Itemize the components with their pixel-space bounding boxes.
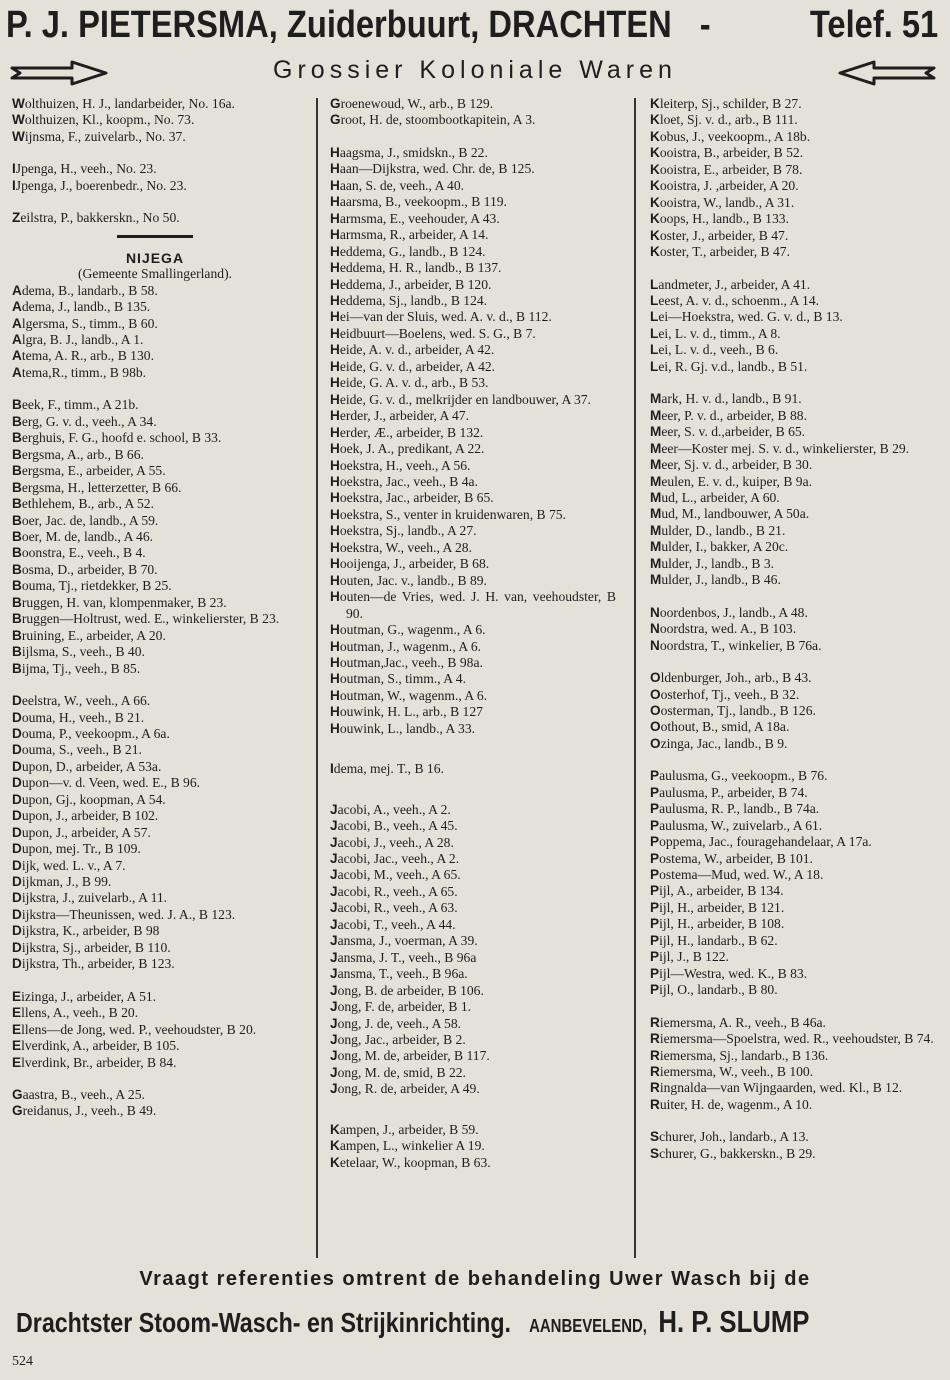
entry: Dijk, wed. L. v., A 7.	[12, 857, 126, 873]
column-1	[12, 96, 298, 1120]
entry: Koster, T., arbeider, B 47.	[650, 244, 790, 260]
entry: Pijl, A., arbeider, B 134.	[650, 883, 784, 899]
entry: Douma, P., veekoopm., A 6a.	[12, 725, 170, 741]
entry: Jong, R. de, arbeider, A 49.	[330, 1081, 480, 1097]
entry: Jong, J. de, veeh., A 58.	[330, 1015, 462, 1031]
entry: Riemersma—Spoelstra, wed. R., veehoudster, B 74.	[650, 1031, 934, 1047]
entry: Bosma, D., arbeider, B 70.	[12, 561, 158, 577]
entry: Atema, A. R., arb., B 130.	[12, 348, 154, 364]
entry: Kooistra, W., landb., A 31.	[650, 194, 795, 210]
entry: Paulusma, P., arbeider, B 74.	[650, 784, 808, 800]
entry: Kooistra, J. ,arbeider, A 20.	[650, 178, 799, 194]
entry: Jansma, T., veeh., B 96a.	[330, 966, 468, 982]
entry: Ellens, A., veeh., B 20.	[12, 1005, 139, 1021]
entry: Schurer, G., bakkerskn., B 29.	[650, 1145, 816, 1161]
entry: Jong, B. de arbeider, B 106.	[330, 982, 484, 998]
entry: Dupon, J., arbeider, B 102.	[12, 808, 159, 824]
entry: Postema, W., arbeider, B 101.	[650, 850, 813, 866]
entry: Deelstra, W., veeh., A 66.	[12, 693, 151, 709]
footer-proprietor: H. P. SLUMP	[658, 1304, 810, 1339]
entry: Dijkstra, Th., arbeider, B 123.	[12, 956, 175, 972]
entry: Houtman, W., wagenm., A 6.	[330, 687, 488, 703]
entry: Heddema, J., arbeider, B 120.	[330, 276, 492, 292]
column-3	[650, 96, 938, 1162]
left-arrow-icon	[838, 60, 936, 86]
entry: IJpenga, J., boerenbedr., No. 23.	[12, 177, 187, 193]
entry-group	[330, 761, 616, 777]
entry: Riemersma, A. R., veeh., B 46a.	[650, 1014, 826, 1030]
entry: Adema, J., landb., B 135.	[12, 299, 151, 315]
entry: Oosterhof, Tj., veeh., B 32.	[650, 686, 800, 702]
entry: Leest, A. v. d., schoenm., A 14.	[650, 292, 820, 308]
header-phone: Telef. 51	[809, 4, 939, 46]
entry-group	[12, 96, 298, 145]
entry: Haagsma, J., smidskn., B 22.	[330, 144, 488, 160]
entry: Paulusma, W., zuivelarb., A 61.	[650, 817, 823, 833]
entry: Mud, M., landbouwer, A 50a.	[650, 506, 810, 522]
entry-group	[330, 96, 616, 129]
entry-group	[650, 1015, 938, 1114]
entry: Jacobi, M., veeh., A 65.	[330, 867, 461, 883]
entry: Groenewoud, W., arb., B 129.	[330, 96, 494, 111]
entry-group	[330, 802, 616, 1098]
entry: Bergsma, H., letterzetter, B 66.	[12, 479, 182, 495]
entry: Meer, Sj. v. d., arbeider, B 30.	[650, 457, 813, 473]
entry: Bergsma, E., arbeider, A 55.	[12, 463, 166, 479]
entry-group	[12, 210, 298, 226]
entry-group	[650, 391, 938, 588]
entry: Houtman, G., wagenm., A 6.	[330, 622, 486, 638]
entry-group	[12, 283, 298, 382]
entry: Hei—van der Sluis, wed. A. v. d., B 112.	[330, 309, 552, 325]
entry: Herder, J., arbeider, A 47.	[330, 408, 469, 424]
column-2	[330, 96, 616, 1171]
entry: Bruining, E., arbeider, A 20.	[12, 627, 166, 643]
entry: Heddema, Sj., landb., B 124.	[330, 292, 488, 308]
entry: Bijma, Tj., veeh., B 85.	[12, 660, 141, 676]
entry: Kooistra, B., arbeider, B 52.	[650, 145, 804, 161]
section-rule	[117, 235, 193, 238]
header-subtitle: Grossier Koloniale Waren	[273, 56, 677, 84]
entry: Idema, mej. T., B 16.	[330, 761, 444, 777]
entry: Dijkstra—Theunissen, wed. J. A., B 123.	[12, 906, 236, 922]
entry: Mud, L., arbeider, A 60.	[650, 489, 780, 505]
entry: Jansma, J. T., veeh., B 96a	[330, 949, 477, 965]
entry: Jacobi, R., veeh., A 65.	[330, 883, 458, 899]
entry: Jong, M. de, arbeider, B 117.	[330, 1048, 490, 1064]
entry: Riemersma, Sj., landarb., B 136.	[650, 1047, 829, 1063]
entry: Lei—Hoekstra, wed. G. v. d., B 13.	[650, 309, 843, 325]
entry: Dupon, mej. Tr., B 109.	[12, 841, 141, 857]
entry: Heide, G. v. d., arbeider, A 42.	[330, 358, 496, 374]
entry: Pijl, H., arbeider, B 121.	[650, 899, 785, 915]
entry: Heide, A. v. d., arbeider, A 42.	[330, 342, 495, 358]
entry: Kleiterp, Sj., schilder, B 27.	[650, 96, 802, 111]
entry: Haan, S. de, veeh., A 40.	[330, 177, 465, 193]
entry: Pijl—Westra, wed. K., B 83.	[650, 965, 808, 981]
entry: Dupon—v. d. Veen, wed. E., B 96.	[12, 775, 201, 791]
entry: Hoek, J. A., predikant, A 22.	[330, 441, 485, 457]
entry-group	[12, 397, 298, 677]
entry: Jacobi, A., veeh., A 2.	[330, 801, 451, 817]
entry: Kloet, Sj. v. d., arb., B 111.	[650, 112, 798, 128]
entry-group	[650, 96, 938, 261]
entry-group	[650, 277, 938, 376]
entry: Dupon, D., arbeider, A 53a.	[12, 758, 162, 774]
entry-group	[12, 1087, 298, 1120]
entry: Kampen, L., winkelier A 19.	[330, 1138, 485, 1154]
entry: Wijnsma, F., zuivelarb., No. 37.	[12, 128, 186, 144]
entry: Wolthuizen, Kl., koopm., No. 73.	[12, 112, 195, 128]
entry: Gaastra, B., veeh., A 25.	[12, 1087, 145, 1103]
entry: Dijkstra, K., arbeider, B 98	[12, 923, 160, 939]
entry: Pijl, H., landarb., B 62.	[650, 932, 778, 948]
entry: Ketelaar, W., koopman, B 63.	[330, 1154, 491, 1170]
entry: Adema, B., landarb., B 58.	[12, 282, 158, 298]
entry: Bruggen—Holtrust, wed. E., winkelierster, B 23.	[12, 611, 280, 627]
entry: Jacobi, Jac., veeh., A 2.	[330, 851, 460, 867]
entry: Elverdink, Br., arbeider, B 84.	[12, 1054, 177, 1070]
entry: Dijkman, J., B 99.	[12, 874, 112, 890]
entry: Dijkstra, J., zuivelarb., A 11.	[12, 890, 168, 906]
entry: Noordstra, T., winkelier, B 76a.	[650, 637, 822, 653]
entry: Hoekstra, H., veeh., A 56.	[330, 457, 471, 473]
entry: Ozinga, Jac., landb., B 9.	[650, 735, 788, 751]
entry: Haan—Dijkstra, wed. Chr. de, B 125.	[330, 161, 535, 177]
footer-company-name: Drachtster Stoom-Wasch- en Strijkinrichting.	[16, 1307, 512, 1338]
entry: IJpenga, H., veeh., No. 23.	[12, 161, 157, 177]
entry: Harmsma, R., arbeider, A 14.	[330, 227, 489, 243]
entry: Hoekstra, Jac., veeh., B 4a.	[330, 473, 478, 489]
entry: Meer—Koster mej. S. v. d., winkelierster, B 29.	[650, 440, 910, 456]
entry: Atema,R., timm., B 98b.	[12, 364, 147, 380]
entry: Berghuis, F. G., hoofd e. school, B 33.	[12, 430, 222, 446]
entry: Heddema, H. R., landb., B 137.	[330, 260, 502, 276]
entry-group	[330, 145, 616, 737]
section-subtitle: (Gemeente Smallingerland).	[77, 266, 232, 282]
entry: Lei, L. v. d., timm., A 8.	[650, 325, 781, 341]
entry: Landmeter, J., arbeider, A 41.	[650, 276, 811, 292]
column-divider	[316, 98, 318, 1258]
entry: Pijl, J., B 122.	[650, 949, 729, 965]
entry: Houtman, J., wagenm., A 6.	[330, 638, 482, 654]
footer-advert-company	[16, 1304, 929, 1340]
entry: Herder, Æ., arbeider, B 132.	[330, 424, 484, 440]
entry: Hooijenga, J., arbeider, B 68.	[330, 556, 490, 572]
entry: Ruiter, H. de, wagenm., A 10.	[650, 1096, 813, 1112]
entry-group	[650, 1129, 938, 1162]
entry: Algersma, S., timm., B 60.	[12, 315, 158, 331]
entry: Heide, G. v. d., melkrijder en landbouwer, A 37.	[330, 391, 591, 407]
entry-group	[650, 768, 938, 998]
entry: Jacobi, J., veeh., A 28.	[330, 834, 454, 850]
entry: Bergsma, A., arb., B 66.	[12, 446, 144, 462]
entry: Kampen, J., arbeider, B 59.	[330, 1121, 479, 1137]
entry: Hoekstra, S., venter in kruidenwaren, B 75.	[330, 506, 566, 522]
page-number: 524	[12, 1354, 33, 1369]
entry: Jacobi, B., veeh., A 45.	[330, 818, 458, 834]
entry: Wolthuizen, H. J., landarbeider, No. 16a.	[12, 96, 235, 111]
entry: Douma, S., veeh., B 21.	[12, 742, 142, 758]
header-title	[6, 2, 939, 48]
entry: Noordenbos, J., landb., A 48.	[650, 604, 808, 620]
entry: Mulder, J., landb., B 3.	[650, 555, 775, 571]
entry: Houten—de Vries, wed. J. H. van, veehoudster, B 90.	[330, 589, 616, 621]
entry: Groot, H. de, stoombootkapitein, A 3.	[330, 112, 536, 128]
entry: Harmsma, E., veehouder, A 43.	[330, 210, 500, 226]
entry: Meer, S. v. d.,arbeider, B 65.	[650, 424, 806, 440]
header-dash: -	[699, 4, 711, 46]
entry: Koster, J., arbeider, B 47.	[650, 227, 789, 243]
entry: Mark, H. v. d., landb., B 91.	[650, 391, 802, 407]
entry: Ellens—de Jong, wed. P., veehoudster, B 20.	[12, 1021, 257, 1037]
entry: Zeilstra, P., bakkerskn., No 50.	[12, 210, 180, 226]
entry: Mulder, I., bakker, A 20c.	[650, 539, 789, 555]
entry: Eizinga, J., arbeider, A 51.	[12, 988, 157, 1004]
entry: Jacobi, T., veeh., A 44.	[330, 916, 456, 932]
entry: Bouma, Tj., rietdekker, B 25.	[12, 578, 172, 594]
entry: Beek, F., timm., A 21b.	[12, 397, 139, 413]
entry: Mulder, D., landb., B 21.	[650, 522, 786, 538]
section-title: NIJEGA	[125, 249, 185, 266]
entry: Koops, H., landb., B 133.	[650, 211, 789, 227]
entry: Boer, Jac. de, landb., A 59.	[12, 512, 159, 528]
entry: Bijlsma, S., veeh., B 40.	[12, 644, 145, 660]
column-divider	[634, 98, 636, 1258]
entry: Paulusma, G., veekoopm., B 76.	[650, 768, 828, 784]
entry: Dupon, J., arbeider, A 57.	[12, 824, 151, 840]
entry: Lei, R. Gj. v.d., landb., B 51.	[650, 358, 808, 374]
entry: Algra, B. J., landb., A 1.	[12, 331, 144, 347]
footer-recommend: AANBEVELEND,	[529, 1316, 647, 1336]
entry: Oothout, B., smid, A 18a.	[650, 719, 790, 735]
entry: Heidbuurt—Boelens, wed. S. G., B 7.	[330, 325, 536, 341]
entry: Heide, G. A. v. d., arb., B 53.	[330, 375, 489, 391]
entry: Dijkstra, Sj., arbeider, B 110.	[12, 939, 171, 955]
entry: Mulder, J., landb., B 46.	[650, 572, 781, 588]
entry-group	[12, 989, 298, 1071]
entry: Elverdink, A., arbeider, B 105.	[12, 1038, 180, 1054]
entry: Meer, P. v. d., arbeider, B 88.	[650, 407, 807, 423]
entry: Bethlehem, B., arb., A 52.	[12, 496, 154, 512]
entry-group	[12, 693, 298, 973]
entry: Poppema, Jac., fouragehandelaar, A 17a.	[650, 834, 872, 850]
entry: Houwink, L., landb., A 33.	[330, 720, 476, 736]
entry: Lei, L. v. d., veeh., B 6.	[650, 342, 779, 358]
entry-group	[650, 605, 938, 654]
entry: Riemersma, W., veeh., B 100.	[650, 1064, 814, 1080]
entry: Hoekstra, Sj., landb., A 27.	[330, 523, 477, 539]
entry: Houtman, S., timm., A 4.	[330, 671, 466, 687]
header-company: P. J. PIETERSMA, Zuiderbuurt, DRACHTEN	[6, 4, 672, 46]
entry: Hoekstra, Jac., arbeider, B 65.	[330, 490, 494, 506]
entry: Bruggen, H. van, klompenmaker, B 23.	[12, 594, 227, 610]
entry-group	[650, 670, 938, 752]
entry: Noordstra, wed. A., B 103.	[650, 621, 797, 637]
entry: Haarsma, B., veekoopm., B 119.	[330, 194, 507, 210]
entry: Dupon, Gj., koopman, A 54.	[12, 791, 166, 807]
entry: Postema—Mud, wed. W., A 18.	[650, 867, 824, 883]
entry: Jong, F. de, arbeider, B 1.	[330, 999, 472, 1015]
entry: Jong, M. de, smid, B 22.	[330, 1064, 466, 1080]
entry-group	[330, 1122, 616, 1171]
entry: Douma, H., veeh., B 21.	[12, 709, 145, 725]
entry: Jansma, J., voerman, A 39.	[330, 933, 478, 949]
footer-advert-line: Vraagt referenties omtrent de behandeling Uwer Wasch bij de	[139, 1268, 811, 1290]
entry: Boer, M. de, landb., A 46.	[12, 528, 154, 544]
entry: Jong, Jac., arbeider, B 2.	[330, 1032, 466, 1048]
entry: Berg, G. v. d., veeh., A 34.	[12, 413, 157, 429]
entry: Heddema, G., landb., B 124.	[330, 243, 486, 259]
entry: Schurer, Joh., landarb., A 13.	[650, 1129, 809, 1145]
entry: Ringnalda—van Wijngaarden, wed. Kl., B 12.	[650, 1080, 903, 1096]
entry: Oosterman, Tj., landb., B 126.	[650, 702, 816, 718]
entry: Houtman,Jac., veeh., B 98a.	[330, 654, 483, 670]
entry: Jacobi, R., veeh., A 63.	[330, 900, 458, 916]
entry: Oldenburger, Joh., arb., B 43.	[650, 670, 812, 686]
entry: Greidanus, J., veeh., B 49.	[12, 1103, 157, 1119]
entry: Houwink, H. L., arb., B 127	[330, 704, 483, 720]
entry: Houten, Jac. v., landb., B 89.	[330, 572, 487, 588]
entry: Kobus, J., veekoopm., A 18b.	[650, 128, 811, 144]
entry: Paulusma, R. P., landb., B 74a.	[650, 801, 820, 817]
entry: Boonstra, E., veeh., B 4.	[12, 545, 146, 561]
entry-group	[12, 161, 298, 194]
entry: Hoekstra, W., veeh., A 28.	[330, 539, 472, 555]
entry: Pijl, H., arbeider, B 108.	[650, 916, 785, 932]
entry: Kooistra, E., arbeider, B 78.	[650, 161, 803, 177]
entry: Meulen, E. v. d., kuiper, B 9a.	[650, 473, 813, 489]
entry: Pijl, O., landarb., B 80.	[650, 982, 778, 998]
